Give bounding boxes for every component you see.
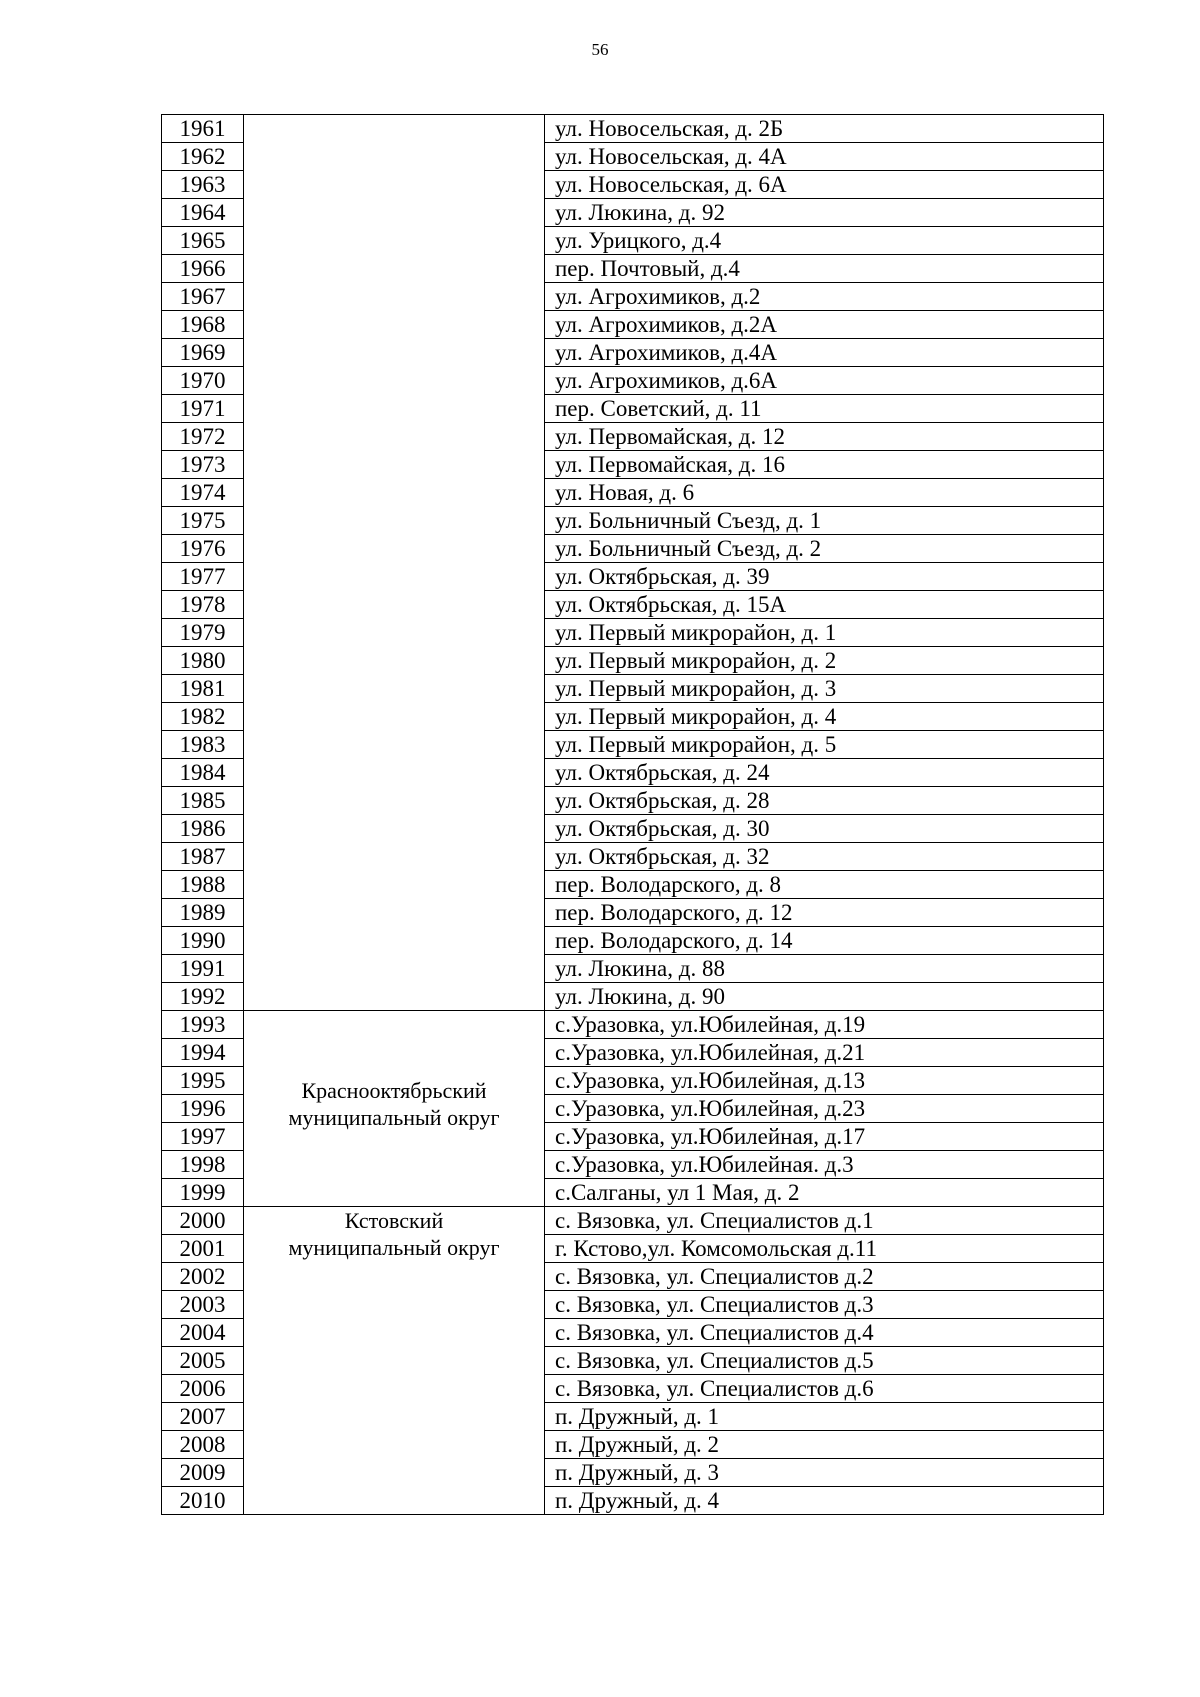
address-cell: пер. Советский, д. 11	[545, 395, 1104, 423]
row-number: 1979	[162, 619, 244, 647]
table-row	[162, 115, 1104, 143]
address-cell: с. Вязовка, ул. Специалистов д.5	[545, 1347, 1104, 1375]
address-cell: с.Уразовка, ул.Юбилейная, д.13	[545, 1067, 1104, 1095]
address-cell: п. Дружный, д. 4	[545, 1487, 1104, 1515]
row-number: 1961	[162, 115, 244, 143]
district-cell: Кстовский муниципальный округ	[244, 1207, 545, 1515]
row-number: 2010	[162, 1487, 244, 1515]
row-number: 1966	[162, 255, 244, 283]
row-number: 1989	[162, 899, 244, 927]
address-table	[161, 114, 1104, 1515]
row-number: 1971	[162, 395, 244, 423]
address-cell: ул. Агрохимиков, д.6А	[545, 367, 1104, 395]
address-cell: ул. Агрохимиков, д.4А	[545, 339, 1104, 367]
row-number: 1996	[162, 1095, 244, 1123]
row-number: 1973	[162, 451, 244, 479]
address-cell: ул. Первомайская, д. 12	[545, 423, 1104, 451]
address-cell: ул. Люкина, д. 92	[545, 199, 1104, 227]
row-number: 2005	[162, 1347, 244, 1375]
row-number: 1983	[162, 731, 244, 759]
row-number: 1963	[162, 171, 244, 199]
row-number: 1974	[162, 479, 244, 507]
row-number: 1977	[162, 563, 244, 591]
address-cell: ул. Первый микрорайон, д. 3	[545, 675, 1104, 703]
row-number: 1962	[162, 143, 244, 171]
address-cell: ул. Октябрьская, д. 24	[545, 759, 1104, 787]
address-cell: с.Салганы, ул 1 Мая, д. 2	[545, 1179, 1104, 1207]
row-number: 1984	[162, 759, 244, 787]
address-cell: г. Кстово,ул. Комсомольская д.11	[545, 1235, 1104, 1263]
row-number: 1978	[162, 591, 244, 619]
address-cell: ул. Первый микрорайон, д. 1	[545, 619, 1104, 647]
address-cell: ул. Первый микрорайон, д. 5	[545, 731, 1104, 759]
address-cell: ул. Октябрьская, д. 30	[545, 815, 1104, 843]
address-cell: ул. Люкина, д. 90	[545, 983, 1104, 1011]
row-number: 1999	[162, 1179, 244, 1207]
row-number: 1987	[162, 843, 244, 871]
address-cell: с.Уразовка, ул.Юбилейная, д.19	[545, 1011, 1104, 1039]
address-cell: пер. Володарского, д. 14	[545, 927, 1104, 955]
table-row	[162, 1207, 1104, 1235]
row-number: 1998	[162, 1151, 244, 1179]
address-cell: п. Дружный, д. 1	[545, 1403, 1104, 1431]
address-cell: ул. Первомайская, д. 16	[545, 451, 1104, 479]
row-number: 1976	[162, 535, 244, 563]
row-number: 1980	[162, 647, 244, 675]
row-number: 2001	[162, 1235, 244, 1263]
address-cell: ул. Октябрьская, д. 15А	[545, 591, 1104, 619]
row-number: 1986	[162, 815, 244, 843]
address-cell: ул. Октябрьская, д. 32	[545, 843, 1104, 871]
row-number: 1993	[162, 1011, 244, 1039]
address-cell: ул. Агрохимиков, д.2	[545, 283, 1104, 311]
row-number: 2004	[162, 1319, 244, 1347]
row-number: 1995	[162, 1067, 244, 1095]
address-cell: пер. Володарского, д. 12	[545, 899, 1104, 927]
row-number: 1991	[162, 955, 244, 983]
row-number: 1965	[162, 227, 244, 255]
row-number: 1997	[162, 1123, 244, 1151]
row-number: 1972	[162, 423, 244, 451]
address-cell: с. Вязовка, ул. Специалистов д.3	[545, 1291, 1104, 1319]
address-cell: ул. Урицкого, д.4	[545, 227, 1104, 255]
row-number: 1981	[162, 675, 244, 703]
page-number: 56	[591, 40, 609, 59]
address-cell: ул. Новосельская, д. 2Б	[545, 115, 1104, 143]
address-cell: ул. Октябрьская, д. 28	[545, 787, 1104, 815]
address-cell: ул. Новосельская, д. 6А	[545, 171, 1104, 199]
row-number: 1988	[162, 871, 244, 899]
address-cell: ул. Новая, д. 6	[545, 479, 1104, 507]
address-cell: ул. Новосельская, д. 4А	[545, 143, 1104, 171]
row-number: 1985	[162, 787, 244, 815]
row-number: 2003	[162, 1291, 244, 1319]
row-number: 1994	[162, 1039, 244, 1067]
row-number: 2002	[162, 1263, 244, 1291]
address-cell: с.Уразовка, ул.Юбилейная, д.21	[545, 1039, 1104, 1067]
address-cell: с. Вязовка, ул. Специалистов д.1	[545, 1207, 1104, 1235]
address-cell: пер. Володарского, д. 8	[545, 871, 1104, 899]
address-cell: с.Уразовка, ул.Юбилейная, д.17	[545, 1123, 1104, 1151]
row-number: 2006	[162, 1375, 244, 1403]
row-number: 1967	[162, 283, 244, 311]
address-cell: ул. Больничный Съезд, д. 2	[545, 535, 1104, 563]
row-number: 1968	[162, 311, 244, 339]
row-number: 2000	[162, 1207, 244, 1235]
address-cell: п. Дружный, д. 3	[545, 1459, 1104, 1487]
address-cell: ул. Больничный Съезд, д. 1	[545, 507, 1104, 535]
row-number: 1964	[162, 199, 244, 227]
row-number: 2007	[162, 1403, 244, 1431]
address-cell: с. Вязовка, ул. Специалистов д.4	[545, 1319, 1104, 1347]
address-cell: с. Вязовка, ул. Специалистов д.6	[545, 1375, 1104, 1403]
address-cell: с. Вязовка, ул. Специалистов д.2	[545, 1263, 1104, 1291]
table-body	[162, 115, 1104, 1515]
district-cell: Краснооктябрьский муниципальный округ	[244, 1011, 545, 1207]
address-cell: ул. Октябрьская, д. 39	[545, 563, 1104, 591]
address-cell: пер. Почтовый, д.4	[545, 255, 1104, 283]
row-number: 2008	[162, 1431, 244, 1459]
table-row	[162, 1011, 1104, 1039]
address-cell: п. Дружный, д. 2	[545, 1431, 1104, 1459]
row-number: 1992	[162, 983, 244, 1011]
row-number: 1970	[162, 367, 244, 395]
address-cell: ул. Агрохимиков, д.2А	[545, 311, 1104, 339]
district-cell	[244, 115, 545, 1011]
address-cell: ул. Первый микрорайон, д. 4	[545, 703, 1104, 731]
address-cell: ул. Первый микрорайон, д. 2	[545, 647, 1104, 675]
row-number: 1990	[162, 927, 244, 955]
row-number: 1982	[162, 703, 244, 731]
row-number: 1969	[162, 339, 244, 367]
address-cell: ул. Люкина, д. 88	[545, 955, 1104, 983]
row-number: 1975	[162, 507, 244, 535]
address-cell: с.Уразовка, ул.Юбилейная, д.23	[545, 1095, 1104, 1123]
address-cell: с.Уразовка, ул.Юбилейная. д.3	[545, 1151, 1104, 1179]
row-number: 2009	[162, 1459, 244, 1487]
